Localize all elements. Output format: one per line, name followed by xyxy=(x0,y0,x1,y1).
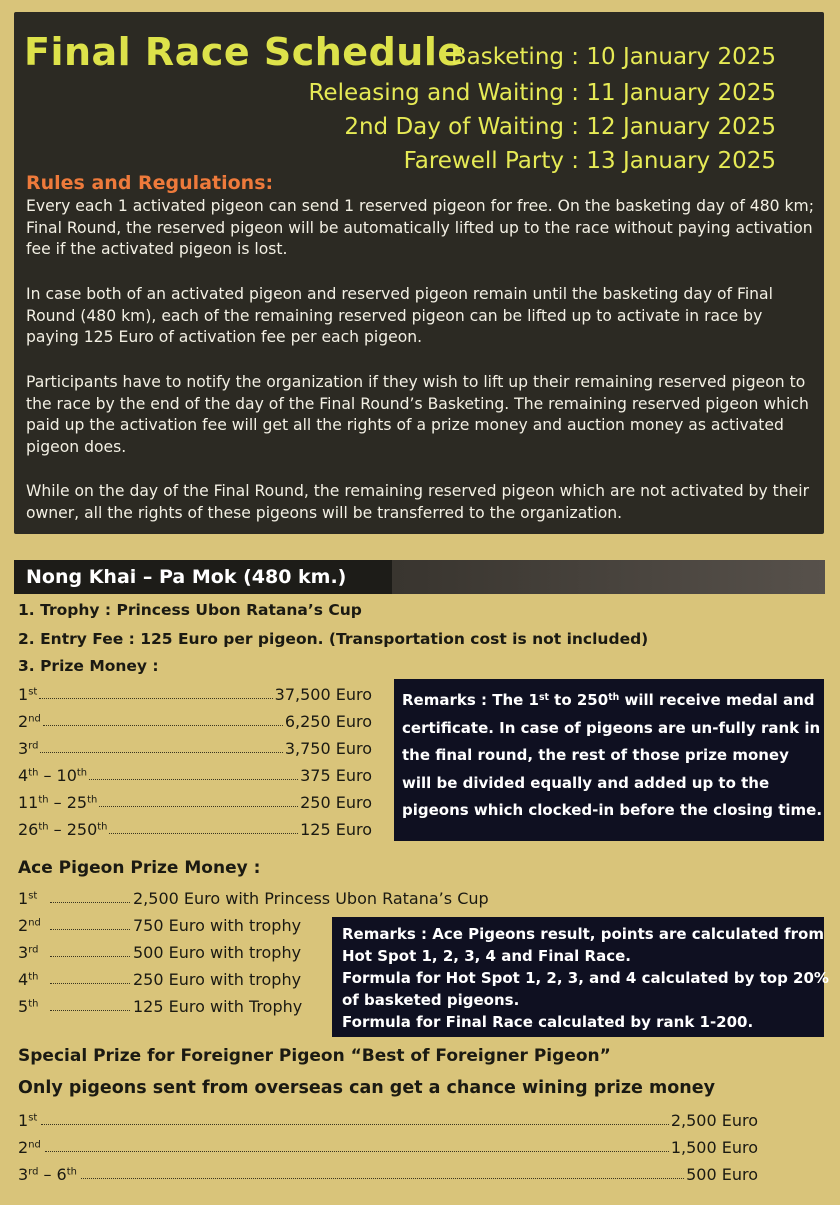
prize-row xyxy=(18,680,372,704)
schedule-date: 13 January 2025 xyxy=(586,148,776,174)
route-title: Nong Khai – Pa Mok (480 km.) xyxy=(14,560,392,594)
schedule-date: 11 January 2025 xyxy=(586,80,776,106)
leader-dots xyxy=(50,1010,130,1011)
prize-amount: 250 Euro xyxy=(300,793,372,812)
prize-row xyxy=(18,761,372,785)
schedule-label: Farewell Party xyxy=(403,148,564,174)
rule-paragraph: In case both of an activated pigeon and reserved pigeon remain until the basketing day of Final Round (480 km), each of the remaining reserved pigeon can be lifted up to activate in race by paying 125 Euro of activation fee per each pigeon. xyxy=(26,285,773,346)
special-prize-subheading: Only pigeons sent from overseas can get a chance wining prize money xyxy=(18,1078,715,1098)
prize-row xyxy=(18,707,372,731)
remark-line: pigeons which clocked-in before the closing time. xyxy=(402,801,823,819)
special-amount: 2,500 Euro xyxy=(670,1111,758,1130)
trophy-line: 1. Trophy : Princess Ubon Ratana’s Cup xyxy=(18,601,362,619)
schedule-label: Basketing xyxy=(450,44,564,70)
special-prize-heading: Special Prize for Foreigner Pigeon “Best of Foreigner Pigeon” xyxy=(18,1046,611,1066)
leader-dots xyxy=(109,833,298,834)
ace-prize-text: 2,500 Euro with Princess Ubon Ratana’s Cup xyxy=(133,889,489,908)
remark-line: Formula for Final Race calculated by rank 1-200. xyxy=(342,1013,754,1031)
schedule-farewell: Farewell Party : 13 January 2025 xyxy=(403,148,776,174)
ace-rank: 4th xyxy=(18,970,39,989)
remark-line: Formula for Hot Spot 1, 2, 3, and 4 calculated by top 20% xyxy=(342,969,829,987)
leader-dots xyxy=(41,1124,669,1125)
special-rank: 1st xyxy=(18,1111,38,1130)
schedule-label: 2nd Day of Waiting xyxy=(344,114,564,140)
remark-line: Remarks : The 1st to 250th will receive medal and xyxy=(402,691,815,709)
ace-prize-row xyxy=(18,938,301,962)
prize-amount: 125 Euro xyxy=(300,820,372,839)
prize-amount: 3,750 Euro xyxy=(284,739,372,758)
schedule-panel xyxy=(14,12,824,534)
ace-remarks-box xyxy=(332,917,829,1037)
schedule-label: Releasing and Waiting xyxy=(308,80,564,106)
ace-rank: 1st xyxy=(18,889,38,908)
schedule-second-day: 2nd Day of Waiting : 12 January 2025 xyxy=(344,114,776,140)
entry-fee-line: 2. Entry Fee : 125 Euro per pigeon. (Transportation cost is not included) xyxy=(18,630,649,648)
remark-line: of basketed pigeons. xyxy=(342,991,520,1009)
rule-paragraph: While on the day of the Final Round, the remaining reserved pigeon which are not activated by their owner, all the rights of these pigeons will be transferred to the organization. xyxy=(26,482,809,522)
ace-prize-text: 500 Euro with trophy xyxy=(133,943,302,962)
ace-prize-text: 750 Euro with trophy xyxy=(133,916,302,935)
schedule-date: 10 January 2025 xyxy=(586,44,776,70)
schedule-date: 12 January 2025 xyxy=(586,114,776,140)
special-prize-row xyxy=(18,1133,758,1157)
leader-dots xyxy=(40,752,282,753)
schedule-basketing: Basketing : 10 January 2025 xyxy=(450,44,776,70)
ace-prize-text: 125 Euro with Trophy xyxy=(133,997,303,1016)
rule-paragraph: Every each 1 activated pigeon can send 1 reserved pigeon for free. On the basketing day of 480 km; Final Round, the reserved pigeon will be automatically lifted up to the race without paying activation fee if the activated pigeon is lost. xyxy=(26,197,814,258)
prize-rank: 1st xyxy=(18,685,38,704)
leader-dots xyxy=(45,1151,669,1152)
special-prize-row xyxy=(18,1106,758,1130)
ace-prize-text: 250 Euro with trophy xyxy=(133,970,302,989)
special-rank: 3rd – 6th xyxy=(18,1165,77,1184)
remark-line: will be divided equally and added up to the xyxy=(402,773,770,792)
rule-paragraph: Participants have to notify the organization if they wish to lift up their remaining reserved pigeon to the race by the end of the day of the Final Round’s Basketing. The remaining reserved pigeon which paid up the activation fee will get all the rights of a prize money and auction money as activated pigeon does. xyxy=(26,373,809,456)
special-amount: 500 Euro xyxy=(686,1165,758,1184)
prize-row xyxy=(18,734,372,758)
special-prize-row xyxy=(18,1160,758,1184)
page-title: Final Race Schedule xyxy=(24,30,464,74)
prize-amount: 6,250 Euro xyxy=(284,712,372,731)
remark-line: Hot Spot 1, 2, 3, 4 and Final Race. xyxy=(342,947,631,965)
ace-rank: 5th xyxy=(18,997,39,1016)
prize-rank: 2nd xyxy=(18,712,41,731)
ace-prize-heading: Ace Pigeon Prize Money : xyxy=(18,858,261,878)
remark-line: Remarks : Ace Pigeons result, points are calculated from xyxy=(342,925,824,943)
prize-rank: 11th – 25th xyxy=(18,793,98,812)
leader-dots xyxy=(39,698,272,699)
ace-prize-row xyxy=(18,884,489,908)
rules-heading: Rules and Regulations: xyxy=(26,172,274,194)
ace-prize-row xyxy=(18,911,301,935)
leader-dots xyxy=(50,902,130,903)
leader-dots xyxy=(43,725,283,726)
prize-amount: 37,500 Euro xyxy=(274,685,372,704)
prize-row xyxy=(18,815,372,839)
leader-dots xyxy=(81,1178,684,1179)
leader-dots xyxy=(50,929,130,930)
prize-amount: 375 Euro xyxy=(300,766,372,785)
special-amount: 1,500 Euro xyxy=(670,1138,758,1157)
ace-rank: 3rd xyxy=(18,943,39,962)
prize-rank: 3rd xyxy=(18,739,39,758)
prize-row xyxy=(18,788,372,812)
remark-line: certificate. In case of pigeons are un-fully rank in xyxy=(402,718,821,737)
schedule-releasing: Releasing and Waiting : 11 January 2025 xyxy=(308,80,776,106)
remark-line: the final round, the rest of those prize money xyxy=(402,746,789,764)
ace-rank: 2nd xyxy=(18,916,41,935)
leader-dots xyxy=(50,983,130,984)
prize-rank: 4th – 10th xyxy=(18,766,88,785)
prize-rank: 26th – 250th xyxy=(18,820,108,839)
leader-dots xyxy=(99,806,298,807)
ace-prize-row xyxy=(18,992,302,1016)
prize-remarks-box xyxy=(394,679,824,841)
special-rank: 2nd xyxy=(18,1138,41,1157)
prize-money-heading: 3. Prize Money : xyxy=(18,657,159,675)
leader-dots xyxy=(50,956,130,957)
ace-prize-row xyxy=(18,965,301,989)
route-banner xyxy=(14,560,825,594)
leader-dots xyxy=(89,779,298,780)
